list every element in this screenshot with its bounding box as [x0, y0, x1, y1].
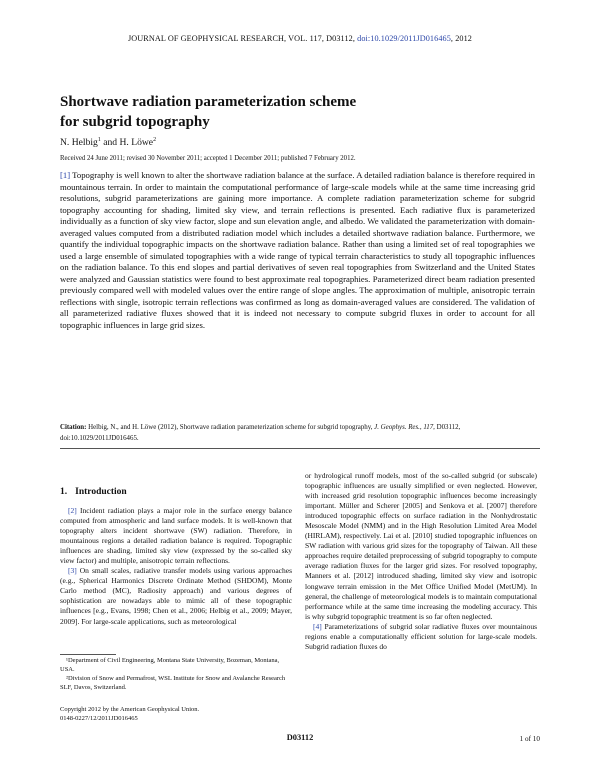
paragraph-3-text: On small scales, radiative transfer models using various approaches (e.g., Spherical Harmonics Discrete Ordinate Method (SHDOM), Monte Carlo method (MC), Radiosity approach) and various degrees of sophistication are nowadays able to mimic all of these topographic influences [e.g., Evans, 1998; Chen et al., 2006; Helbig et al., 2009; Mayer, 2009]. For large-scale applications, such as meteorological — [60, 566, 292, 626]
right-column — [305, 471, 537, 652]
section-title: Introduction — [75, 487, 127, 497]
journal-name: JOURNAL OF GEOPHYSICAL RESEARCH, VOL. 117, D03112, — [128, 34, 355, 43]
author-conjunction: and — [100, 137, 120, 149]
paragraph-4-number[interactable]: [4] — [313, 621, 322, 631]
paragraph-4 — [305, 622, 537, 652]
footnotes — [60, 657, 292, 693]
abstract-paragraph-number[interactable]: [1] — [60, 170, 71, 180]
abstract-text: Topography is well known to alter the shortwave radiation balance at the surface. A detailed radiation balance is therefore required in mountainous terrain. In order to maintain the computational performance of large-scale models while at the same time increasing grid resolutions, subgrid parameterizations are gaining more importance. A complete radiation parameterization scheme for subgrid topography accounting for shading, limited sky view, and terrain reflections is presented. Each radiative flux is parameterized individually as a function of sky view factor, slope and sun elevation angle, and albedo. We validated the parameterization with domain-averaged values computed from a distributed radiation model which includes a detailed shortwave radiation balance. Furthermore, we quantify the individual topographic impacts on the shortwave radiation balance. Rather than using a limited set of real topographies we used a large ensemble of simulated topographies with a wide range of typical terrain characteristics to study all topographic influences on the radiation balance. To this end slopes and partial derivatives of seven real topographies from Switzerland and the United States were analyzed and Gaussian statistics were found to best approximate real topographies. Parameterized direct beam radiation presented previously compared well with modeled values over the entire range of slope angles. The approximation of multiple, anisotropic terrain reflections with single, isotropic terrain reflections was confirmed as long as domain-averaged values are considered. The validation of all parameterized radiative fluxes showed that it is indeed not necessary to compute subgrid fluxes in order to account for all topographic influences in large grid sizes. — [60, 170, 535, 330]
left-column — [60, 486, 292, 627]
citation — [60, 423, 535, 445]
page-number: 1 of 10 — [519, 735, 540, 743]
title-line-1: Shortwave radiation parameterization scheme — [60, 94, 357, 110]
citation-journal: J. Geophys. Res., 117, — [374, 424, 435, 431]
author-1-affiliation: 1 — [97, 137, 101, 143]
footnote-divider — [60, 654, 116, 655]
page-code: D03112 — [286, 733, 314, 742]
paper-title — [60, 92, 520, 132]
paragraph-2-text: Incident radiation plays a major role in the surface energy balance computed from atmospheric and land surface models. It is well-known that topography alters incident shortwave (SW) radiation. Therefore, in mountainous regions a detailed radiation balance is required. Topographic influences are shading, limited sky view (expressed by the so-called sky view factor) and multiple, anisotropic terrain reflections. — [60, 506, 292, 566]
citation-label: Citation: — [60, 424, 87, 431]
section-number: 1. — [60, 487, 68, 497]
citation-doi: D03112, doi:10.1029/2011JD016465. — [60, 424, 461, 442]
paragraph-3 — [60, 566, 292, 626]
author-1: N. Helbig — [60, 137, 98, 149]
section-heading — [60, 486, 292, 498]
received-dates: Received 24 June 2011; revised 30 November 2011; accepted 1 December 2011; published 7 February 2012. — [60, 155, 356, 162]
paragraph-3-number[interactable]: [3] — [68, 566, 77, 576]
doi-link[interactable]: doi:10.1029/2011JD016465 — [357, 34, 451, 43]
abstract — [60, 170, 535, 331]
journal-year: , 2012 — [450, 34, 472, 43]
footnote-1: ¹Department of Civil Engineering, Montana State University, Bozeman, Montana, USA. — [60, 657, 280, 673]
title-line-2: for subgrid topography — [60, 114, 210, 130]
citation-divider — [60, 448, 540, 449]
author-2-affiliation: 2 — [153, 137, 157, 143]
author-2: H. Löwe — [119, 137, 154, 149]
paragraph-3-continued: or hydrological runoff models, most of the so-called subgrid (or subscale) topographic influences are usually simplified or even neglected. However, with increased grid resolution topographic influences become increasingly important. Müller and Scherer [2005] and Senkova et al. [2007] therefore introduced topographic effects on surface radiation in the Nonhydrostatic Mesoscale Model (NMM) and in the High Resolution Limited Area Model (HIRLAM), respectively. Lai et al. [2010] studied topographic influences on SW radiation with various grid sizes for the topography of Taiwan. All these approaches require detailed preprocessing of subgrid topography to compute average radiation fluxes for the larger grid sizes. For resolved topography, Manners et al. [2012] introduced shading, limited sky view and isotropic longwave terrain emission in the Met Office Unified Model (MetUM). In general, the challenge of meteorological models is to maintain computational performance while at the same time increasing the modeling accuracy. This is why subgrid topographic treatment is so far often neglected. — [305, 471, 537, 621]
copyright-notice — [60, 706, 292, 723]
paragraph-2 — [60, 506, 292, 566]
paragraph-4-text: Parameterizations of subgrid solar radiative fluxes over mountainous regions enable a computationally efficient solution for large-scale models. Subgrid radiation fluxes do — [305, 621, 537, 651]
issn-line: 0148-0227/12/2011JD016465 — [60, 714, 138, 722]
author-list — [60, 137, 156, 148]
journal-header — [0, 34, 600, 43]
paragraph-2-number[interactable]: [2] — [68, 506, 77, 515]
footnote-2: ²Division of Snow and Permafrost, WSL Institute for Snow and Avalanche Research SLF, Davos, Switzerland. — [60, 674, 286, 691]
copyright-line: Copyright 2012 by the American Geophysical Union. — [60, 706, 200, 713]
citation-text: Helbig, N., and H. Löwe (2012), Shortwave radiation parameterization scheme for subgrid topography, — [86, 424, 375, 431]
